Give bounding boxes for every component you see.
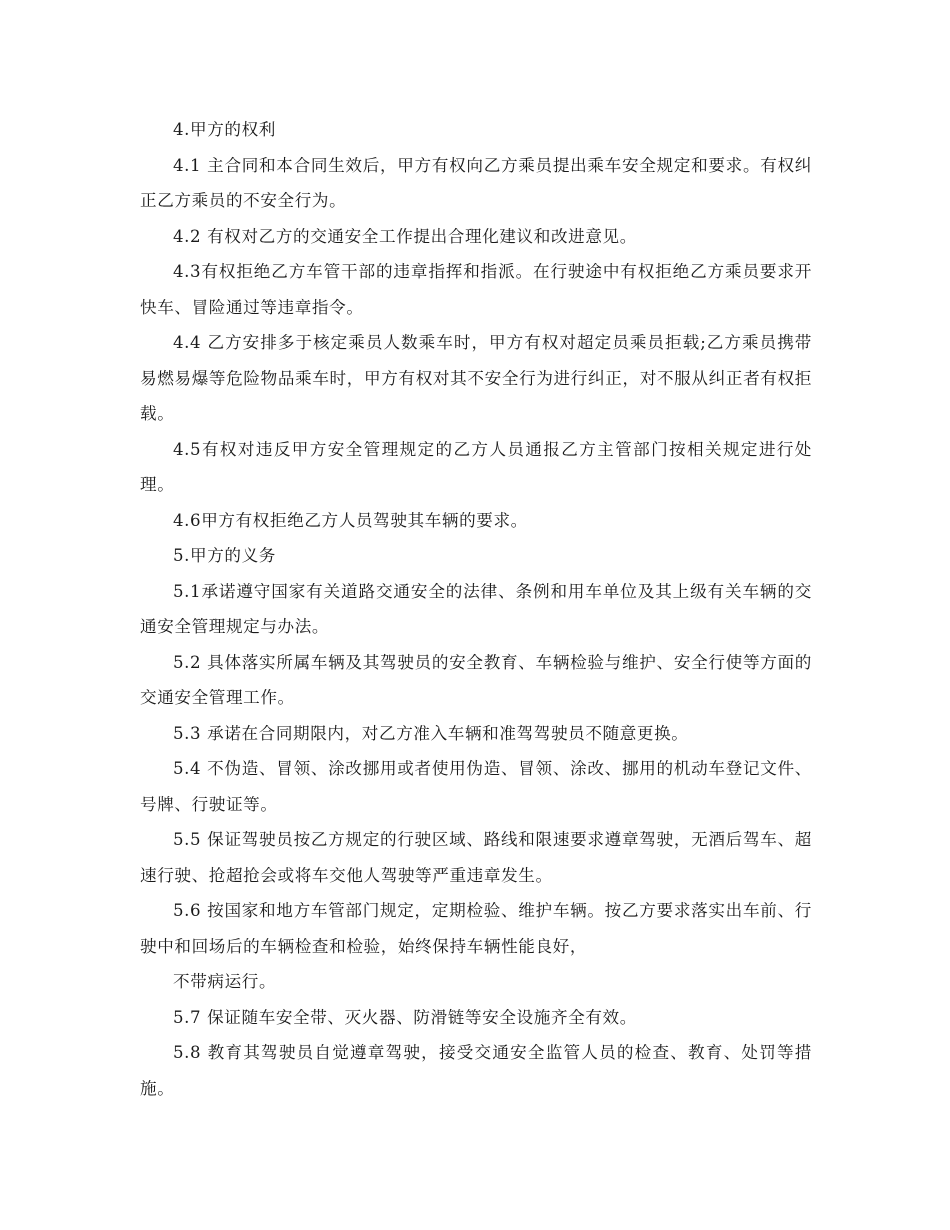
clause-5-7: 5.7 保证随车安全带、灭火器、防滑链等安全设施齐全有效。 (173, 1007, 637, 1027)
clause-5-6-continuation: 不带病运行。 (173, 972, 277, 991)
clause-4-3: 4.3有权拒绝乙方车管干部的违章指挥和指派。在行驶途中有权拒绝乙方乘员要求开快车、冒险通过等违章指令。 (140, 262, 812, 317)
clause-4-2: 4.2 有权对乙方的交通安全工作提出合理化建议和改进意见。 (173, 226, 637, 246)
clause-5-6: 5.6 按国家和地方车管部门规定，定期检验、维护车辆。按乙方要求落实出车前、行驶中和回场后的车辆检查和检验，始终保持车辆性能良好， (140, 901, 812, 956)
clause-5-3: 5.3 承诺在合同期限内，对乙方准入车辆和准驾驾驶员不随意更换。 (173, 723, 689, 743)
clause-5-5: 5.5 保证驾驶员按乙方规定的行驶区域、路线和限速要求遵章驾驶，无酒后驾车、超速行驶、抢超抢会或将车交他人驾驶等严重违章发生。 (140, 830, 812, 885)
clause-4-5: 4.5有权对违反甲方安全管理规定的乙方人员通报乙方主管部门按相关规定进行处理。 (140, 439, 812, 494)
clause-5-1: 5.1承诺遵守国家有关道路交通安全的法律、条例和用车单位及其上级有关车辆的交通安全管理规定与办法。 (140, 581, 812, 636)
clause-5-2: 5.2 具体落实所属车辆及其驾驶员的安全教育、车辆检验与维护、安全行使等方面的交通安全管理工作。 (140, 652, 812, 707)
clause-5-4: 5.4 不伪造、冒领、涂改挪用或者使用伪造、冒领、涂改、挪用的机动车登记文件、号牌、行驶证等。 (140, 759, 812, 814)
document-body (140, 112, 812, 1106)
clause-4-1: 4.1 主合同和本合同生效后，甲方有权向乙方乘员提出乘车安全规定和要求。有权纠正乙方乘员的不安全行为。 (140, 155, 812, 210)
section-heading-obligations: 5.甲方的义务 (173, 546, 277, 565)
clause-5-8: 5.8 教育其驾驶员自觉遵章驾驶，接受交通安全监管人员的检查、教育、处罚等措施。 (140, 1043, 812, 1098)
section-heading-rights: 4.甲方的权利 (173, 120, 277, 139)
clause-4-4: 4.4 乙方安排多于核定乘员人数乘车时，甲方有权对超定员乘员拒载;乙方乘员携带易燃易爆等危险物品乘车时，甲方有权对其不安全行为进行纠正，对不服从纠正者有权拒载。 (140, 333, 812, 423)
clause-4-6: 4.6甲方有权拒绝乙方人员驾驶其车辆的要求。 (173, 510, 528, 530)
